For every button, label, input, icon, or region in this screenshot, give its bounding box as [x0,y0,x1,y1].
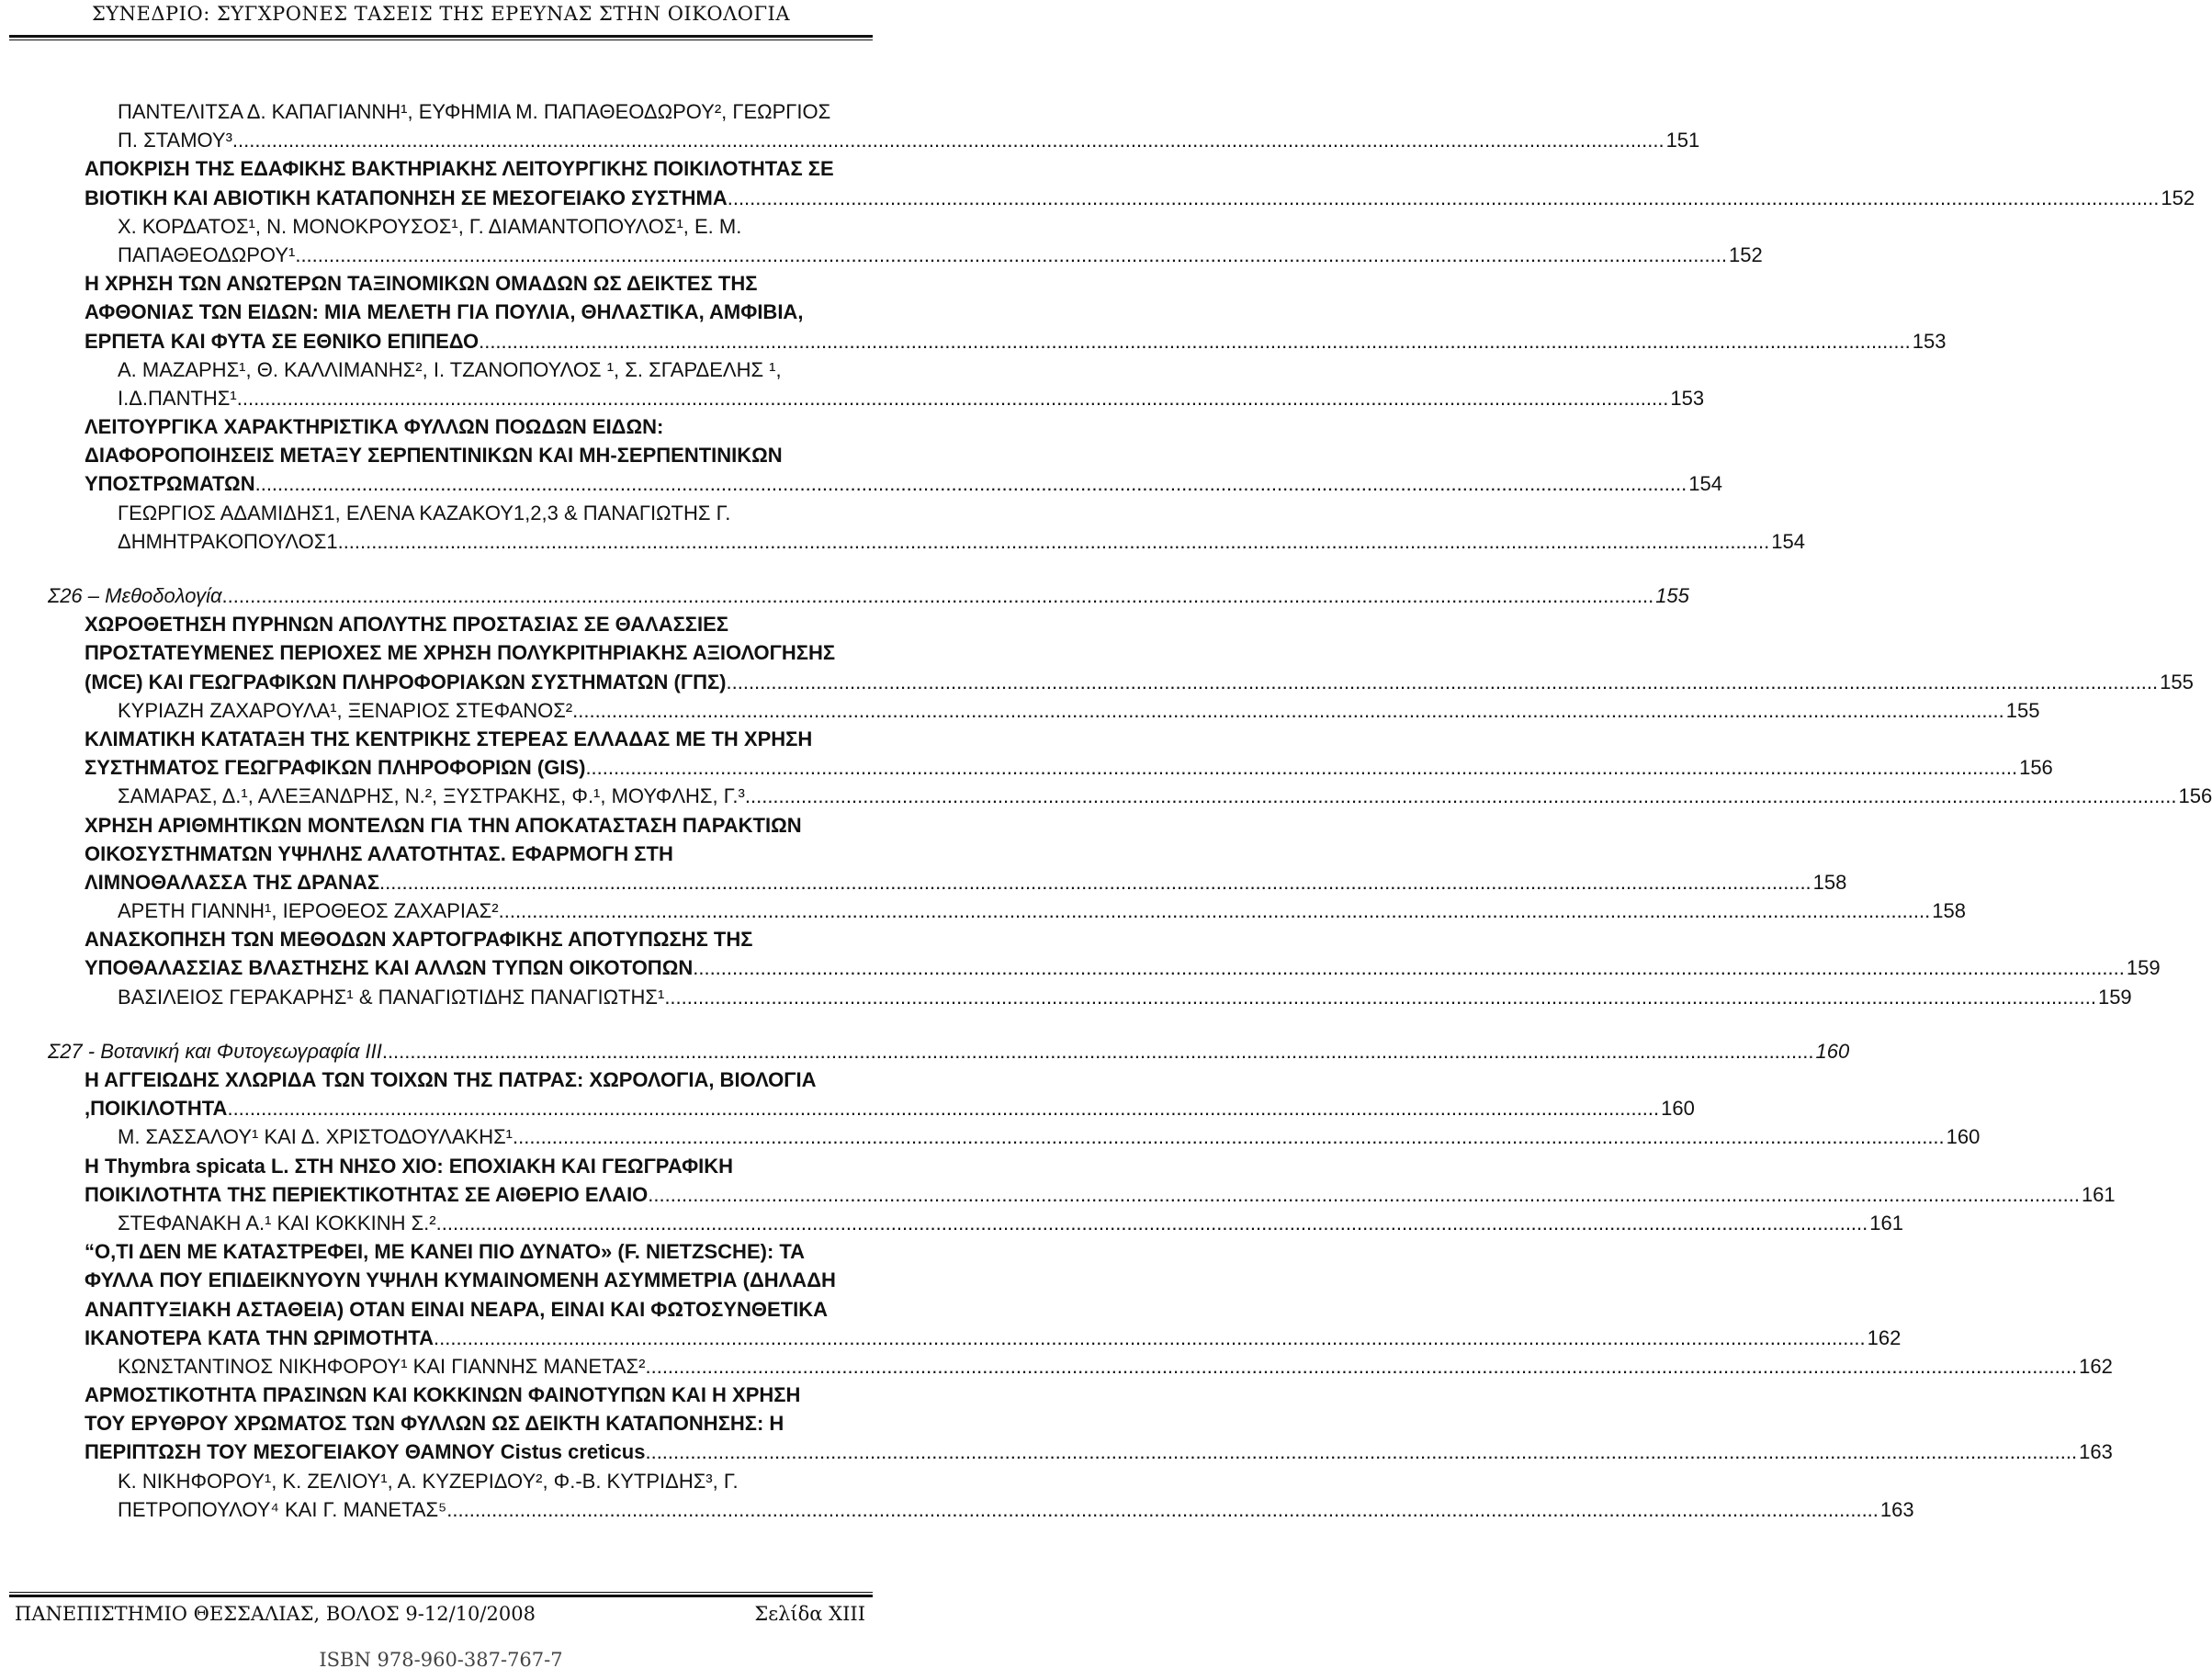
toc-title-line [48,1409,871,1438]
toc-author-line [48,1209,1903,1237]
dot-leader [237,384,1669,412]
toc-author-line [48,1122,1981,1151]
toc-title-line [48,840,871,868]
toc-section-line [48,581,1689,610]
dot-leader [727,668,2159,696]
toc-page-number: 158 [1932,899,1966,923]
toc-entry-text: “Ο,ΤΙ ΔΕΝ ΜΕ ΚΑΤΑΣΤΡΕΦΕΙ, ΜΕ ΚΑΝΕΙ ΠΙΟ ΔΥΝΑΤΟ» (F. NIETZSCHE): ΤΑ [85,1240,806,1264]
toc-entry-text: ΙΚΑΝΟΤΕΡΑ ΚΑΤΑ ΤΗΝ ΩΡΙΜΟΤΗΤΑ [85,1325,434,1349]
toc-entry-text: ΚΩΝΣΤΑΝΤΙΝΟΣ ΝΙΚΗΦΟΡΟΥ¹ ΚΑΙ ΓΙΑΝΝΗΣ ΜΑΝΕΤΑΣ² [118,1354,646,1378]
dot-leader [255,469,1687,498]
toc-page-number: 163 [2079,1440,2113,1464]
toc-title-line [48,269,871,298]
toc-entry-text: Π. ΣΤΑΜΟΥ³ [118,129,232,152]
toc-page-number: 158 [1812,870,1847,894]
toc-title-line [48,1381,871,1409]
dot-leader [382,1037,1814,1066]
toc-page-number: 161 [1869,1211,1903,1235]
toc-entry-text: ΑΡΕΤΗ ΓΙΑΝΝΗ¹, ΙΕΡΟΘΕΟΣ ΖΑΧΑΡΙΑΣ² [118,899,499,923]
toc-page-number: 163 [1879,1497,1914,1521]
dot-leader [585,753,2017,782]
toc-title-line [48,925,871,953]
toc-page-number: 154 [1771,529,1805,553]
toc-author-line [48,241,1763,269]
footer-rule-thin [9,1592,873,1593]
toc-author-line [48,696,2040,725]
toc-title-line [48,1237,871,1266]
toc-page-number: 162 [2079,1354,2113,1378]
isbn: ISBN 978-960-387-767-7 [319,1649,563,1671]
toc-author-line [48,97,871,126]
toc-title-line [48,1438,2113,1466]
toc-page-number: 155 [1655,584,1689,607]
toc-entry-text: ΔΗΜΗΤΡΑΚΟΠΟΥΛΟΣ1 [118,529,338,553]
toc-title-line [48,1066,871,1094]
toc-entry-text: ΛΕΙΤΟΥΡΓΙΚΑ ΧΑΡΑΚΤΗΡΙΣΤΙΚΑ ΦΥΛΛΩΝ ΠΟΩΔΩΝ ΕΙΔΩΝ: [85,415,664,439]
toc-title-line [48,1295,871,1324]
toc-entry-text: Η ΑΓΓΕΙΩΔΗΣ ΧΛΩΡΙΔΑ ΤΩΝ ΤΟΙΧΩΝ ΤΗΣ ΠΑΤΡΑΣ: ΧΩΡΟΛΟΓΙΑ, ΒΙΟΛΟΓΙΑ [85,1068,817,1091]
toc-author-line [48,212,871,241]
toc-title-line [48,298,871,326]
toc-page-number: 161 [2081,1182,2116,1206]
toc-entry-text: Κ. ΝΙΚΗΦΟΡΟΥ¹, Κ. ΖΕΛΙΟΥ¹, Α. ΚΥΖΕΡΙΔΟΥ², Φ.-Β. ΚΥΤΡΙΔΗΣ³, Γ. [118,1469,739,1493]
toc-entry-text: ΒΙΟΤΙΚΗ ΚΑΙ ΑΒΙΟΤΙΚΗ ΚΑΤΑΠΟΝΗΣΗ ΣΕ ΜΕΣΟΓΕΙΑΚΟ ΣΥΣΤΗΜΑ [85,186,728,209]
dot-leader [664,983,2096,1011]
toc-entry-text: ΣΑΜΑΡΑΣ, Δ.¹, ΑΛΕΞΑΝΔΡΗΣ, Ν.², ΞΥΣΤΡΑΚΗΣ, Φ.¹, ΜΟΥΦΛΗΣ, Γ.³ [118,784,745,808]
toc-entry-text: ΟΙΚΟΣΥΣΤΗΜΑΤΩΝ ΥΨΗΛΗΣ ΑΛΑΤΟΤΗΤΑΣ. ΕΦΑΡΜΟΓΗ ΣΤΗ [85,841,673,865]
table-of-contents [48,97,2212,1524]
toc-title-line [48,412,871,441]
toc-author-line [48,355,871,384]
toc-title-line [48,1152,871,1180]
dot-leader [745,782,2177,810]
dot-leader [645,1438,2077,1466]
toc-entry-text: ΠΕΡΙΠΤΩΣΗ ΤΟΥ ΜΕΣΟΓΕΙΑΚΟΥ ΘΑΜΝΟΥ Cistus creticus [85,1440,646,1464]
toc-entry-text: ΑΝΑΠΤΥΞΙΑΚΗ ΑΣΤΑΘΕΙΑ) ΟΤΑΝ ΕΙΝΑΙ ΝΕΑΡΑ, ΕΙΝΑΙ ΚΑΙ ΦΩΤΟΣΥΝΘΕΤΙΚΑ [85,1297,829,1321]
toc-entry-text: ΑΡΜΟΣΤΙΚΟΤΗΤΑ ΠΡΑΣΙΝΩΝ ΚΑΙ ΚΟΚΚΙΝΩΝ ΦΑΙΝΟΤΥΠΩΝ ΚΑΙ Η ΧΡΗΣΗ [85,1383,801,1407]
toc-author-line [48,1495,1914,1524]
toc-entry-text: ΠΑΝΤΕΛΙΤΣΑ Δ. ΚΑΠΑΓΙΑΝΝΗ¹, ΕΥΦΗΜΙΑ Μ. ΠΑΠΑΘΕΟΔΩΡΟΥ², ΓΕΩΡΓΙΟΣ [118,100,831,123]
toc-entry-text: ΔΙΑΦΟΡΟΠΟΙΗΣΕΙΣ ΜΕΤΑΞΥ ΣΕΡΠΕΝΤΙΝΙΚΩΝ ΚΑΙ ΜΗ-ΣΕΡΠΕΝΤΙΝΙΚΩΝ [85,444,783,468]
toc-title-line [48,1180,2116,1209]
toc-author-line [48,1352,2113,1381]
toc-title-line [48,1266,871,1294]
toc-entry-text: ΠΟΙΚΙΛΟΤΗΤΑ ΤΗΣ ΠΕΡΙΕΚΤΙΚΟΤΗΤΑΣ ΣΕ ΑΙΘΕΡΙΟ ΕΛΑΙΟ [85,1182,649,1206]
toc-page-number: 162 [1867,1325,1902,1349]
toc-page-number: 153 [1912,329,1947,353]
header-rule-thin [9,39,873,40]
section-gap [48,556,871,581]
toc-title-line [48,1094,1695,1122]
toc-entry-text: ΧΡΗΣΗ ΑΡΙΘΜΗΤΙΚΩΝ ΜΟΝΤΕΛΩΝ ΓΙΑ ΤΗΝ ΑΠΟΚΑΤΑΣΤΑΣΗ ΠΑΡΑΚΤΙΩΝ [85,813,802,837]
toc-entry-text: Α. ΜΑΖΑΡΗΣ¹, Θ. ΚΑΛΛΙΜΑΝΗΣ², Ι. ΤΖΑΝΟΠΟΥΛΟΣ ¹, Σ. ΣΓΑΡΔΕΛΗΣ ¹, [118,357,782,381]
toc-entry-text: ΦΥΛΛΑ ΠΟΥ ΕΠΙΔΕΙΚΝΥΟΥΝ ΥΨΗΛΗ ΚΥΜΑΙΝΟΜΕΝΗ ΑΣΥΜΜΕΤΡΙΑ (ΔΗΛΑΔΗ [85,1268,836,1292]
header-rule-thick [9,35,873,38]
toc-page-number: 155 [2160,670,2194,693]
toc-page-number: 156 [2019,756,2053,780]
toc-author-line [48,499,871,527]
toc-title-line [48,725,871,753]
toc-title-line [48,811,871,840]
toc-page-number: 153 [1670,386,1705,410]
toc-title-line [48,184,2195,212]
toc-entry-text: ΤΟΥ ΕΡΥΘΡΟΥ ΧΡΩΜΑΤΟΣ ΤΩΝ ΦΥΛΛΩΝ ΩΣ ΔΕΙΚΤΗ ΚΑΤΑΠΟΝΗΣΗΣ: Η [85,1412,784,1436]
dot-leader [338,527,1770,556]
toc-title-line [48,868,1847,896]
toc-page-number: 152 [1728,242,1763,266]
dot-leader [222,581,1654,610]
toc-page-number: 156 [2178,784,2212,808]
toc-page-number: 160 [1946,1125,1981,1149]
dot-leader [479,327,1911,355]
dot-leader [446,1495,1879,1524]
toc-entry-text: Ι.Δ.ΠΑΝΤΗΣ¹ [118,386,237,410]
toc-entry-text: ΒΑΣΙΛΕΙΟΣ ΓΕΡΑΚΑΡΗΣ¹ & ΠΑΝΑΓΙΩΤΙΔΗΣ ΠΑΝΑΓΙΩΤΗΣ¹ [118,985,665,1009]
toc-title-line [48,327,1947,355]
toc-title-line [48,154,871,183]
dot-leader [295,241,1727,269]
toc-author-line [48,1467,871,1495]
toc-entry-text: ΠΡΟΣΤΑΤΕΥΜΕΝΕΣ ΠΕΡΙΟΧΕΣ ΜΕ ΧΡΗΣΗ ΠΟΛΥΚΡΙΤΗΡΙΑΚΗΣ ΑΞΙΟΛΟΓΗΣΗΣ [85,641,836,665]
toc-page-number: 160 [1815,1039,1850,1063]
section-gap [48,1011,871,1037]
toc-entry-text: ΕΡΠΕΤΑ ΚΑΙ ΦΥΤΑ ΣΕ ΕΘΝΙΚΟ ΕΠΙΠΕΔΟ [85,329,480,353]
toc-author-line [48,384,1705,412]
dot-leader [232,126,1665,154]
toc-author-line [48,983,2132,1011]
toc-author-line [48,782,2212,810]
dot-leader [648,1180,2080,1209]
toc-author-line [48,126,1700,154]
toc-page-number: 154 [1688,472,1722,496]
toc-section-line [48,1037,1850,1066]
dot-leader [379,868,1811,896]
footer-page-number: Σελίδα XIII [754,1603,865,1625]
toc-entry-text: ΠΑΠΑΘΕΟΔΩΡΟΥ¹ [118,242,296,266]
toc-entry-text: ΣΥΣΤΗΜΑΤΟΣ ΓΕΩΓΡΑΦΙΚΩΝ ΠΛΗΡΟΦΟΡΙΩΝ (GIS) [85,756,586,780]
dot-leader [645,1352,2077,1381]
toc-entry-text: ΑΝΑΣΚΟΠΗΣΗ ΤΩΝ ΜΕΘΟΔΩΝ ΧΑΡΤΟΓΡΑΦΙΚΗΣ ΑΠΟΤΥΠΩΣΗΣ ΤΗΣ [85,928,753,952]
footer-institution: ΠΑΝΕΠΙΣΤΗΜΙΟ ΘΕΣΣΑΛΙΑΣ, ΒΟΛΟΣ 9-12/10/2008 [15,1603,536,1625]
toc-entry-text: Η ΧΡΗΣΗ ΤΩΝ ΑΝΩΤΕΡΩΝ ΤΑΞΙΝΟΜΙΚΩΝ ΟΜΑΔΩΝ ΩΣ ΔΕΙΚΤΕΣ ΤΗΣ [85,272,758,296]
toc-entry-text: ,ΠΟΙΚΙΛΟΤΗΤΑ [85,1097,228,1121]
toc-entry-text: Σ27 - Βοτανική και Φυτογεωγραφία ΙΙΙ [48,1039,382,1063]
toc-entry-text: Σ26 – Μεθοδολογία [48,584,222,607]
toc-entry-text: ΓΕΩΡΓΙΟΣ ΑΔΑΜΙΔΗΣ1, ΕΛΕΝΑ ΚΑΖΑΚΟΥ1,2,3 & ΠΑΝΑΓΙΩΤΗΣ Γ. [118,501,731,524]
dot-leader [227,1094,1659,1122]
toc-entry-text: ΚΥΡΙΑΖΗ ΖΑΧΑΡΟΥΛΑ¹, ΞΕΝΑΡΙΟΣ ΣΤΕΦΑΝΟΣ² [118,698,573,722]
dot-leader [499,896,1931,925]
toc-title-line [48,610,871,638]
toc-page-number: 151 [1665,129,1700,152]
toc-title-line [48,441,871,469]
toc-page-number: 152 [2161,186,2195,209]
toc-page-number: 159 [2126,956,2161,980]
toc-title-line [48,753,2053,782]
toc-author-line [48,896,1966,925]
toc-page-number: 160 [1661,1097,1695,1121]
toc-title-line [48,1324,1902,1352]
toc-title-line [48,668,2194,696]
toc-entry-text: (MCE) ΚΑΙ ΓΕΩΓΡΑΦΙΚΩΝ ΠΛΗΡΟΦΟΡΙΑΚΩΝ ΣΥΣΤΗΜΑΤΩΝ (ΓΠΣ) [85,670,727,693]
toc-entry-text: Μ. ΣΑΣΣΑΛΟΥ¹ ΚΑΙ Δ. ΧΡΙΣΤΟΔΟΥΛΑΚΗΣ¹ [118,1125,514,1149]
toc-title-line [48,469,1722,498]
toc-entry-text: ΥΠΟΣΤΡΩΜΑΤΩΝ [85,472,255,496]
conference-title: ΣΥΝΕΔΡΙΟ: ΣΥΓΧΡΟΝΕΣ ΤΑΣΕΙΣ ΤΗΣ ΕΡΕΥΝΑΣ ΣΤΗΝ ΟΙΚΟΛΟΓΙΑ [91,3,791,25]
toc-entry-text: ΛΙΜΝΟΘΑΛΑΣΣΑ ΤΗΣ ΔΡΑΝΑΣ [85,870,380,894]
toc-entry-text: ΧΩΡΟΘΕΤΗΣΗ ΠΥΡΗΝΩΝ ΑΠΟΛΥΤΗΣ ΠΡΟΣΤΑΣΙΑΣ ΣΕ ΘΑΛΑΣΣΙΕΣ [85,613,728,637]
dot-leader [434,1324,1866,1352]
dot-leader [513,1122,1945,1151]
dot-leader [693,953,2125,982]
dot-leader [728,184,2160,212]
dot-leader [572,696,2004,725]
toc-author-line [48,527,1805,556]
toc-title-line [48,638,871,667]
toc-entry-text: ΥΠΟΘΑΛΑΣΣΙΑΣ ΒΛΑΣΤΗΣΗΣ ΚΑΙ ΑΛΛΩΝ ΤΥΠΩΝ ΟΙΚΟΤΟΠΩΝ [85,956,694,980]
toc-entry-text: ΚΛΙΜΑΤΙΚΗ ΚΑΤΑΤΑΞΗ ΤΗΣ ΚΕΝΤΡΙΚΗΣ ΣΤΕΡΕΑΣ ΕΛΛΑΔΑΣ ΜΕ ΤΗ ΧΡΗΣΗ [85,727,813,750]
toc-entry-text: ΑΦΘΟΝΙΑΣ ΤΩΝ ΕΙΔΩΝ: ΜΙΑ ΜΕΛΕΤΗ ΓΙΑ ΠΟΥΛΙΑ, ΘΗΛΑΣΤΙΚΑ, ΑΜΦΙΒΙΑ, [85,300,804,324]
toc-page-number: 155 [2005,698,2040,722]
toc-entry-text: ΠΕΤΡΟΠΟΥΛΟΥ⁴ ΚΑΙ Γ. ΜΑΝΕΤΑΣ⁵ [118,1497,447,1521]
toc-entry-text: ΣΤΕΦΑΝΑΚΗ Α.¹ ΚΑΙ ΚΟΚΚΙΝΗ Σ.² [118,1211,436,1235]
toc-entry-text: Η Thymbra spicata L. ΣΤΗ ΝΗΣΟ ΧΙΟ: ΕΠΟΧΙΑΚΗ ΚΑΙ ΓΕΩΓΡΑΦΙΚΗ [85,1154,734,1178]
dot-leader [436,1209,1868,1237]
toc-page-number: 159 [2097,985,2132,1009]
footer-rule-thick [9,1595,873,1597]
toc-title-line [48,953,2161,982]
toc-entry-text: ΑΠΟΚΡΙΣΗ ΤΗΣ ΕΔΑΦΙΚΗΣ ΒΑΚΤΗΡΙΑΚΗΣ ΛΕΙΤΟΥΡΓΙΚΗΣ ΠΟΙΚΙΛΟΤΗΤΑΣ ΣΕ [85,157,834,181]
toc-entry-text: Χ. ΚΟΡΔΑΤΟΣ¹, Ν. ΜΟΝΟΚΡΟΥΣΟΣ¹, Γ. ΔΙΑΜΑΝΤΟΠΟΥΛΟΣ¹, Ε. Μ. [118,214,742,238]
